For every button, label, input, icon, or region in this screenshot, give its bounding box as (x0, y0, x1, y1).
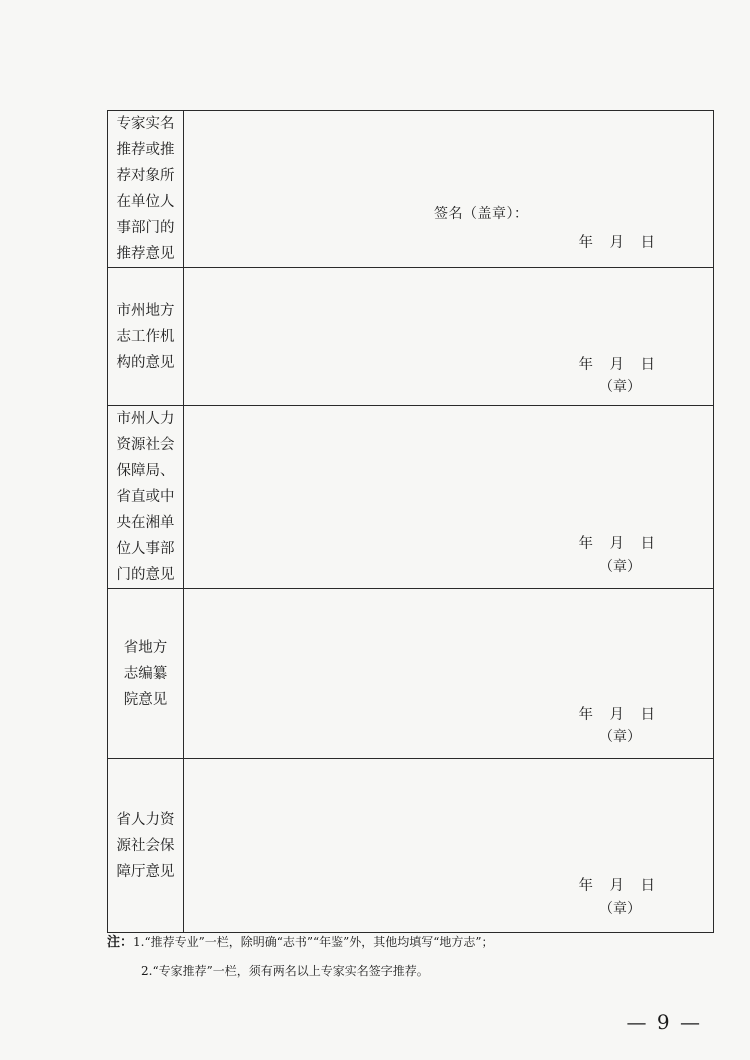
row-label (108, 111, 184, 268)
footnote-text: 2.“专家推荐”一栏，须有两名以上专家实名签字推荐。 (141, 964, 429, 978)
row-label (108, 406, 184, 589)
table-row-city-hr-bureau (108, 406, 714, 589)
page-number: — 9 — (626, 1010, 702, 1034)
date-label: 年 月 日 (578, 235, 656, 251)
date-label: 年 月 日 (578, 357, 656, 373)
table-row-provincial-gazetteer-institute (108, 589, 714, 759)
label-line: 专家实名 (116, 116, 175, 132)
table-row-expert-recommendation (108, 111, 714, 268)
footnote-text: 1.“推荐专业”一栏，除明确“志书”“年鉴”外，其他均填写“地方志”； (133, 935, 494, 949)
footnotes (107, 928, 713, 985)
label-line: 保障局、 (116, 463, 175, 479)
label-line: 市州人力 (116, 411, 175, 427)
label-line: 院意见 (123, 691, 168, 708)
label-line: 市州地方 (116, 302, 175, 319)
label-line: 推荐或推 (116, 142, 175, 158)
label-line: 源社会保 (116, 837, 175, 854)
seal-label: （章） (599, 901, 641, 917)
opinion-field[interactable] (184, 268, 714, 406)
label-line: 障厅意见 (116, 863, 175, 880)
row-label (108, 589, 184, 759)
seal-label: （章） (599, 559, 641, 575)
label-line: 资源社会 (116, 437, 175, 453)
recommendation-opinion-table (107, 110, 714, 933)
opinion-field[interactable] (184, 111, 714, 268)
opinion-field[interactable] (184, 589, 714, 759)
label-line: 省直或中 (116, 489, 175, 505)
row-label (108, 759, 184, 933)
label-line: 荐对象所 (116, 168, 175, 184)
label-line: 志编纂 (123, 665, 168, 682)
label-line: 省人力资 (116, 811, 175, 828)
signature-label: 签名（盖章）： (434, 206, 529, 222)
label-line: 推荐意见 (116, 246, 175, 262)
date-label: 年 月 日 (578, 536, 656, 552)
seal-label: （章） (599, 379, 641, 395)
label-line: 在单位人 (116, 194, 175, 210)
date-label: 年 月 日 (578, 707, 656, 723)
label-line: 志工作机 (116, 328, 175, 345)
opinion-field[interactable] (184, 759, 714, 933)
label-line: 门的意见 (116, 567, 175, 583)
table-row-city-gazetteer-office (108, 268, 714, 406)
footnote-prefix: 注： (107, 935, 134, 950)
table-row-provincial-hr-department (108, 759, 714, 933)
date-label: 年 月 日 (578, 878, 656, 894)
label-line: 事部门的 (116, 220, 175, 236)
label-line: 央在湘单 (116, 515, 175, 531)
seal-label: （章） (599, 729, 641, 745)
footnote-1 (107, 928, 713, 957)
footnote-2 (107, 957, 713, 985)
row-label (108, 268, 184, 406)
label-line: 构的意见 (116, 354, 175, 371)
opinion-field[interactable] (184, 406, 714, 589)
label-line: 省地方 (123, 639, 168, 656)
label-line: 位人事部 (116, 541, 175, 557)
